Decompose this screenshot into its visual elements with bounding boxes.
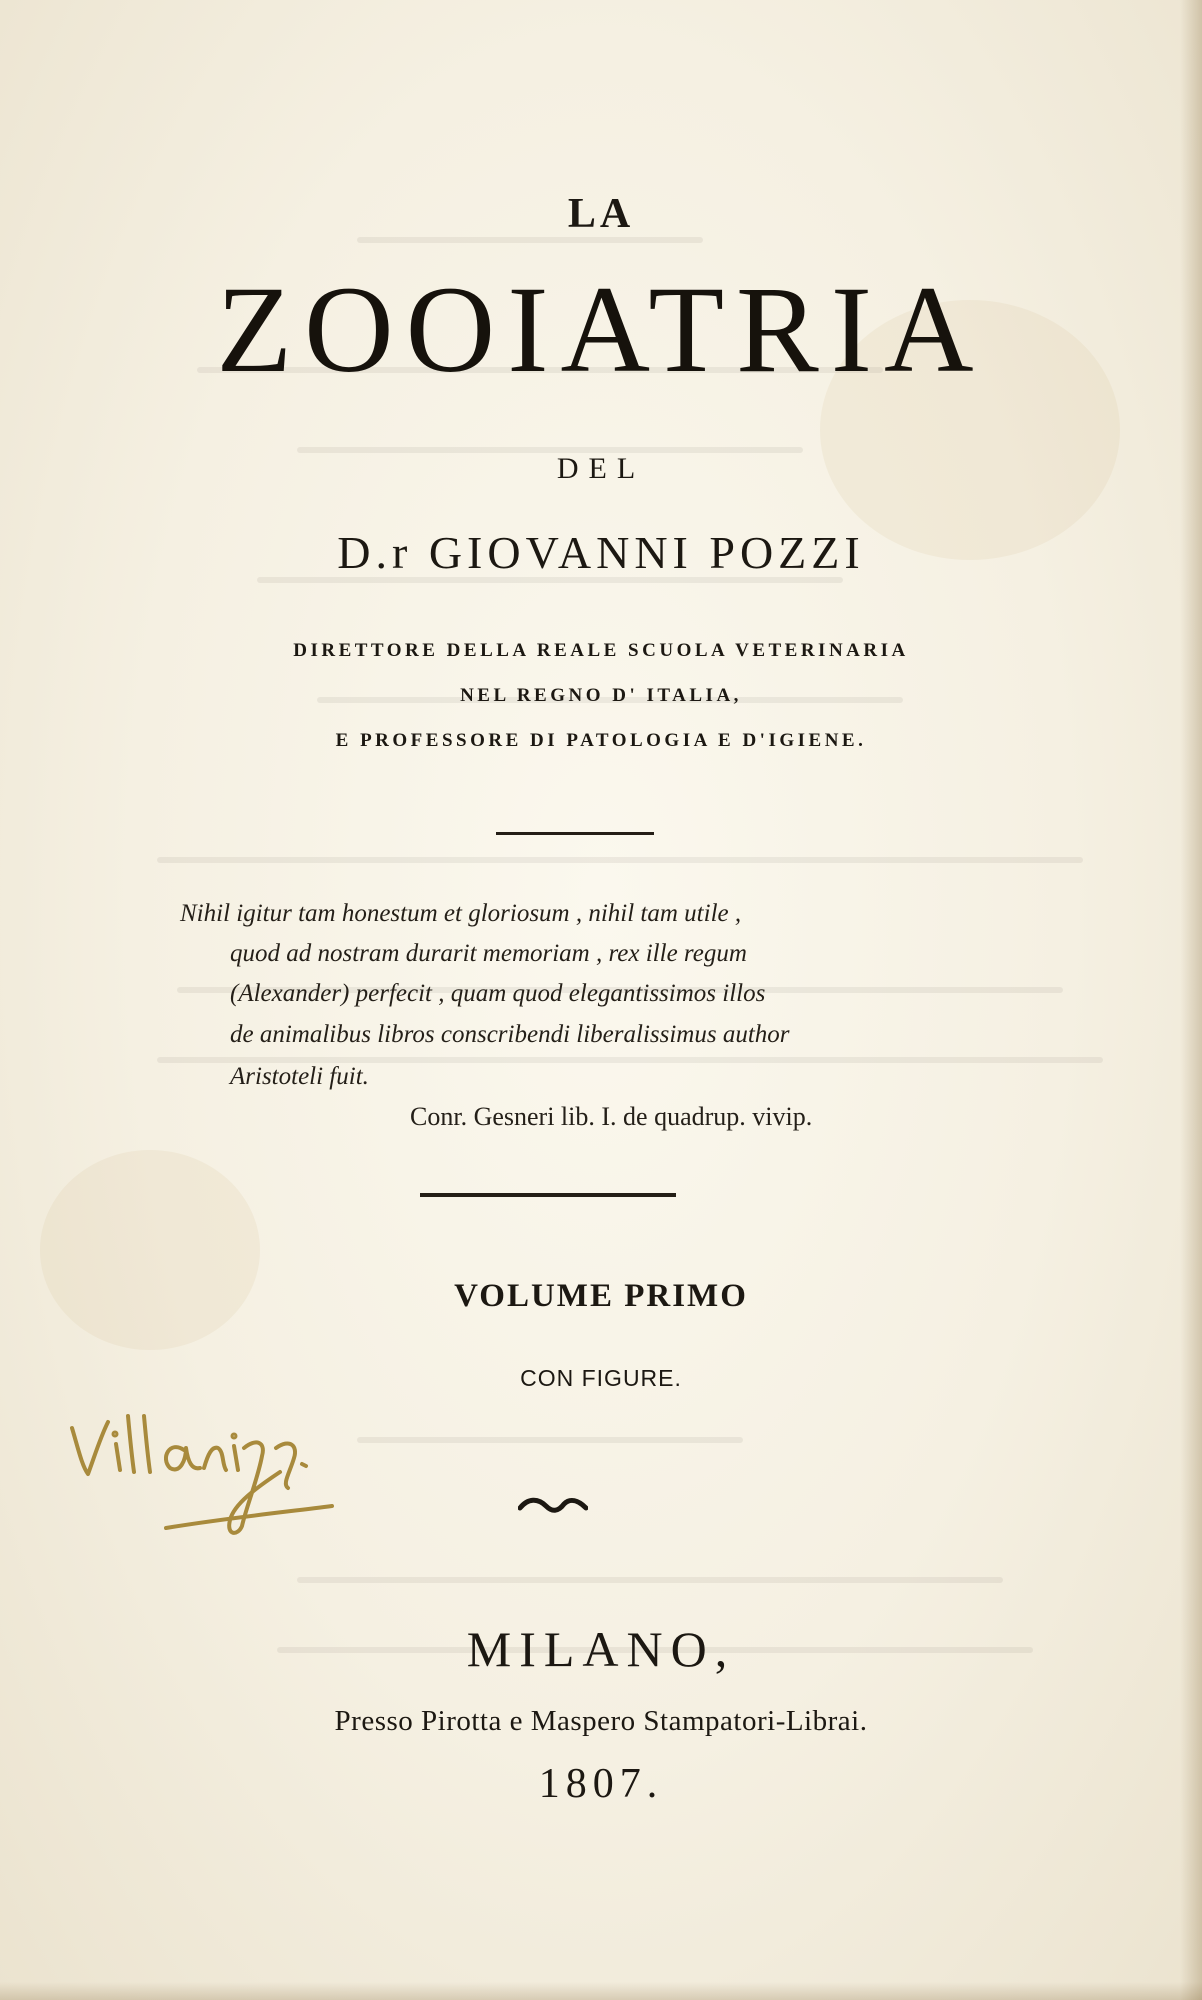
author-role-line-3: E PROFESSORE DI PATOLOGIA E D'IGIENE. [335,730,867,751]
ornament-icon [518,1494,588,1518]
divider-rule [420,1193,676,1197]
epigraph-attribution: Conr. Gesneri lib. I. de quadrup. vivip. [410,1102,813,1131]
epigraph-line-3: (Alexander) perfecit , quam quod elegantissimos illos [230,980,766,1007]
title-preposition: DEL [556,452,646,485]
epigraph-line-2: quod ad nostram durarit memoriam , rex ille regum [230,940,747,967]
divider-rule [496,832,654,835]
publication-year: 1807. [538,1761,664,1807]
printer-line: Presso Pirotta e Maspero Stampatori-Librai. [334,1705,868,1737]
epigraph-line-4: de animalibus libros conscribendi liberalissimus author [230,1021,790,1048]
handwritten-signature [66,1408,426,1538]
paper-stain [40,1150,260,1350]
page-edge-shadow [1180,0,1202,2000]
epigraph-line-5: Aristoteli fuit. [230,1063,369,1090]
page-bottom-shadow [0,1982,1202,2000]
epigraph-line-1: Nihil igitur tam honestum et gloriosum , nihil tam utile , [180,900,742,927]
author-role-line-1: DIRETTORE DELLA REALE SCUOLA VETERINARIA [293,640,909,661]
author-name: D.r GIOVANNI POZZI [337,527,865,578]
book-title: ZOOIATRIA [216,261,986,398]
volume-label: VOLUME PRIMO [454,1278,748,1314]
figures-note: CON FIGURE. [520,1365,682,1391]
title-article: LA [567,191,635,237]
publication-city: MILANO, [466,1621,736,1677]
author-role-line-2: NEL REGNO D' ITALIA, [460,685,742,706]
